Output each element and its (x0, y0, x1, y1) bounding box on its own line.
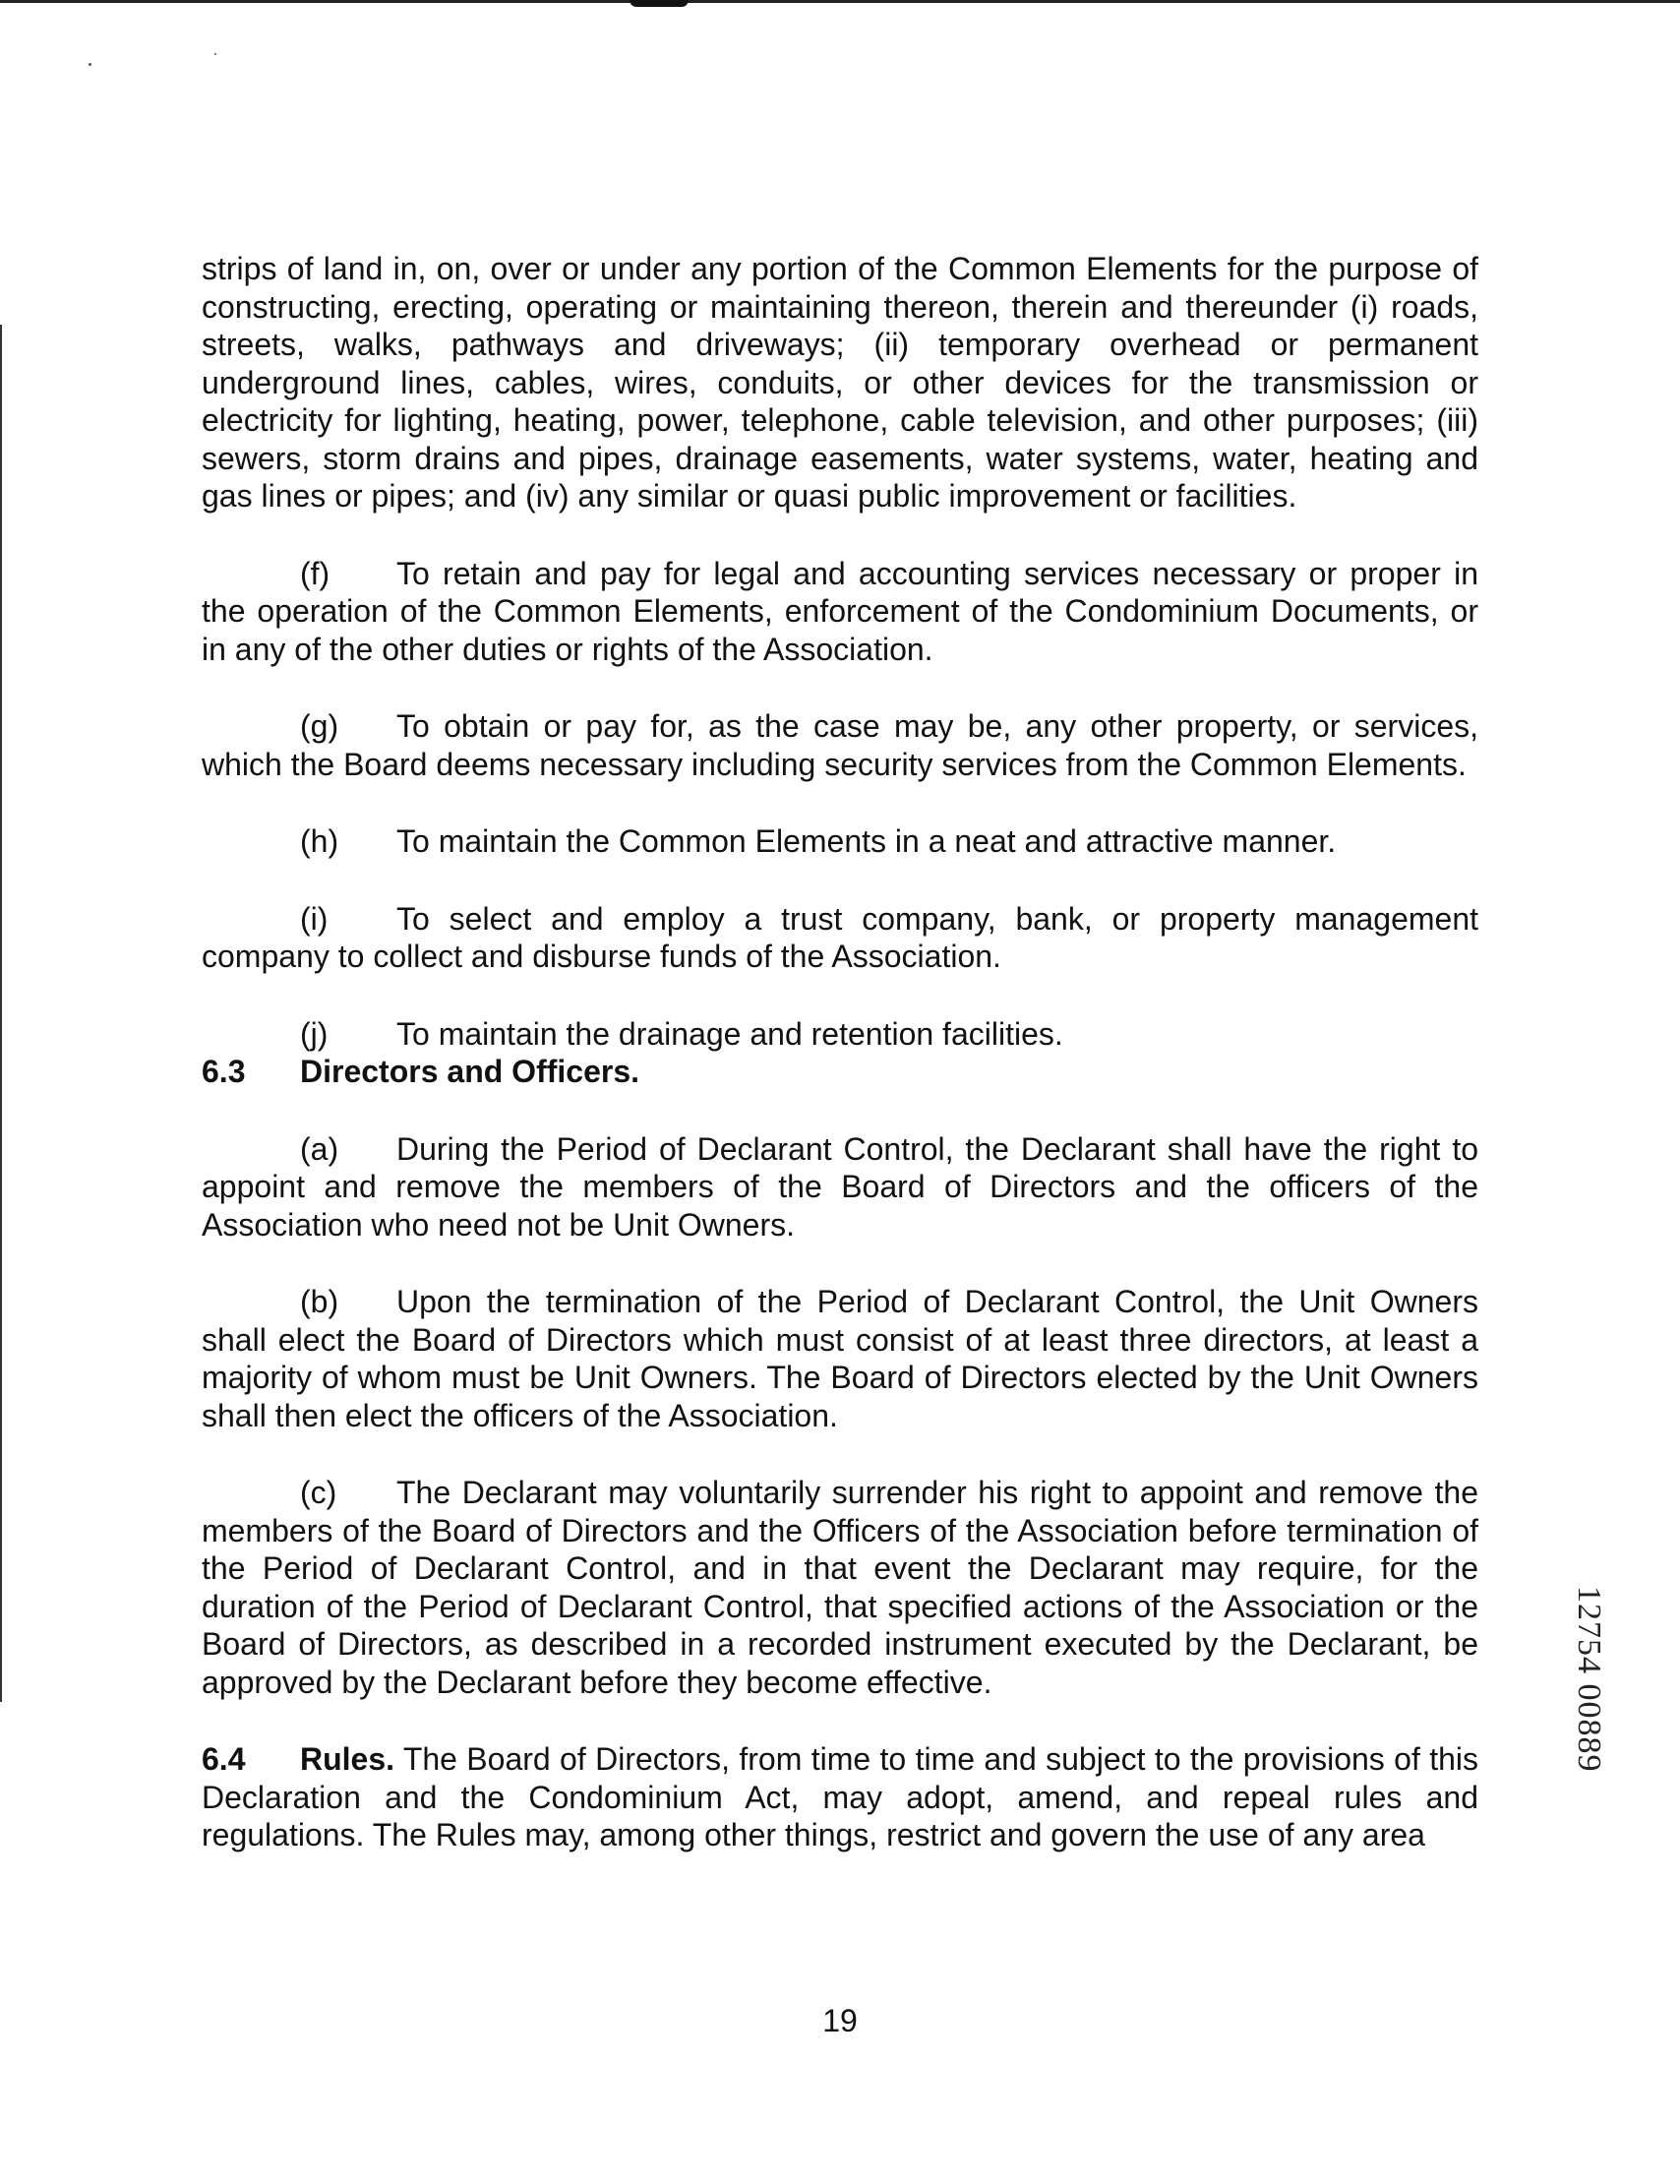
item-text: To select and employ a trust company, bank, or property management company to collect and disburse funds of the Association. (202, 900, 1478, 974)
list-item-c (202, 1474, 1478, 1701)
list-item-a (202, 1130, 1478, 1244)
section-number: 6.4 (202, 1741, 246, 1777)
item-label: (b) (300, 1284, 339, 1319)
document-body (202, 250, 1478, 1854)
item-text: During the Period of Declarant Control, the Declarant shall have the right to appoint and remove the members of the Board of Directors and the officers of the Association who need not be Unit Owners. (202, 1130, 1478, 1243)
section-title: Directors and Officers. (300, 1054, 639, 1089)
section-6-4-paragraph (202, 1740, 1478, 1854)
list-item-j (202, 1015, 1478, 1054)
item-label: (i) (300, 900, 329, 937)
section-6-3-heading (202, 1053, 1478, 1091)
section-text: The Board of Directors, from time to time and subject to the provisions of this Declaration and the Condominium Act, may adopt, amend, and repeal rules and regulations. The Rules may, among other things, restrict and govern the use of any area (202, 1741, 1479, 1852)
side-stamp-number: 12754 00889 (1571, 1586, 1607, 1773)
list-item-i (202, 900, 1478, 976)
scan-speck (214, 53, 216, 55)
item-text: To retain and pay for legal and accounting services necessary or proper in the operation of the Common Elements, enforcement of the Condominium Documents, or in any of the other duties or rights of the Association. (202, 555, 1478, 667)
list-item-b (202, 1283, 1478, 1434)
item-text: The Declarant may voluntarily surrender his right to appoint and remove the members of the Board of Directors and the Officers of the Association before termination of the Period of Declarant Control, and in that event the Declarant may require, for the duration of the Period of Declarant Control, that specified actions of the Association or the Board of Directors, as described in a recorded instrument executed by the Declarant, be approved by the Declarant before they become effective. (202, 1475, 1478, 1700)
item-label: (f) (300, 555, 330, 591)
list-item-g (202, 707, 1478, 783)
item-text: To obtain or pay for, as the case may be, any other property, or services, which the Board deems necessary including security services from the Common Elements. (202, 708, 1478, 782)
item-text: Upon the termination of the Period of Declarant Control, the Unit Owners shall elect the Board of Directors which must consist of at least three directors, at least a majority of whom must be Unit Owners. The Board of Directors elected by the Unit Owners shall then elect the officers of the Association. (202, 1284, 1478, 1433)
page-number: 19 (822, 2003, 858, 2038)
item-label: (g) (300, 708, 339, 744)
item-label: (c) (300, 1475, 337, 1510)
item-label: (h) (300, 823, 339, 859)
scan-top-border (0, 0, 1680, 3)
scan-left-border (0, 325, 2, 1702)
item-text: To maintain the Common Elements in a neat and attractive manner. (396, 823, 1337, 859)
list-item-f (202, 555, 1478, 669)
item-label: (j) (300, 1015, 329, 1052)
section-title: Rules. (300, 1741, 395, 1777)
list-item-h (202, 822, 1478, 861)
section-number: 6.3 (202, 1054, 246, 1089)
continuation-paragraph: strips of land in, on, over or under any portion of the Common Elements for the purpose of constructing, erecting, operating or maintaining thereon, therein and thereunder (i) roads, streets, walks, pathways and driveways; (ii) temporary overhead or permanent underground lines, cables, wires, conduits, or other devices for the transmission or electricity for lighting, heating, power, telephone, cable television, and other purposes; (iii) sewers, storm drains and pipes, drainage easements, water systems, water, heating and gas lines or pipes; and (iv) any similar or quasi public improvement or facilities. (202, 251, 1478, 514)
scan-speck (89, 63, 91, 66)
scan-top-mark (630, 0, 689, 7)
item-text: To maintain the drainage and retention facilities. (396, 1015, 1063, 1052)
item-label: (a) (300, 1130, 339, 1167)
